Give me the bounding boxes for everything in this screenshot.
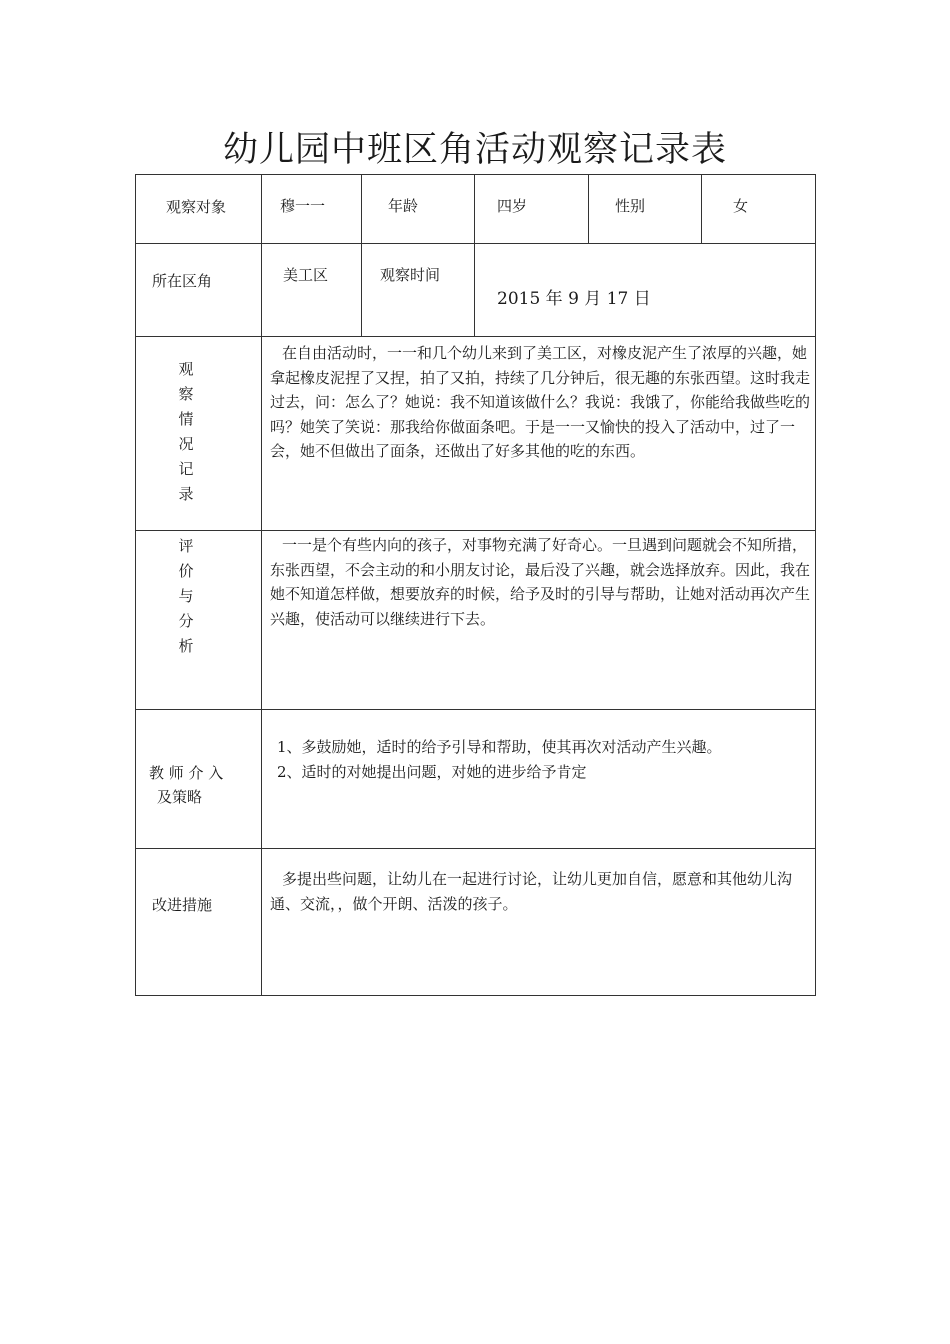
evaluation-label-char: 评 [178, 537, 194, 555]
observation-label-char: 察 [178, 385, 194, 403]
age-label: 年龄 [388, 197, 419, 215]
evaluation-text: 一一是个有些内向的孩子，对事物充满了好奇心。一旦遇到问题就会不知所措，东张西望，不会主动的和小朋友讨论，最后没了兴趣，就会选择放弃。因此，我在她不知道怎样做，想要放弃的时候，给予及时的引导与帮助，让她对活动再次产生兴趣，使活动可以继续进行下去。 [270, 536, 811, 628]
table-border-top [135, 174, 816, 175]
table-col-divider [701, 174, 702, 244]
subject-value: 穆一一 [280, 197, 326, 215]
intervention-item: 1、多鼓励她，适时的给予引导和帮助，使其再次对活动产生兴趣。 [277, 738, 722, 756]
area-label: 所在区角 [152, 272, 213, 290]
intervention-label-line: 及策略 [157, 788, 203, 806]
table-row-divider [135, 336, 816, 337]
evaluation-label-char: 与 [178, 587, 194, 605]
evaluation-label [176, 534, 196, 659]
evaluation-label-char: 析 [178, 637, 194, 655]
table-row-divider [135, 530, 816, 531]
table-col-divider [261, 174, 262, 996]
table-col-divider [588, 174, 589, 244]
table-border-right [815, 174, 816, 996]
table-row-divider [135, 243, 816, 244]
table-border-bottom [135, 995, 816, 996]
intervention-list [277, 735, 807, 784]
improvement-text: 多提出些问题，让幼儿在一起进行讨论，让幼儿更加自信，愿意和其他幼儿沟通、交流，，做个开朗、活泼的孩子。 [270, 870, 793, 913]
time-value: 2015 年 9 月 17 日 [497, 289, 651, 309]
table-col-divider [361, 174, 362, 337]
observation-label [176, 357, 196, 507]
intervention-item: 2、适时的对她提出问题，对她的进步给予肯定 [277, 762, 587, 781]
observation-label-char: 况 [178, 435, 194, 453]
table-row-divider [135, 709, 816, 710]
table-col-divider [474, 174, 475, 337]
observation-label-char: 记 [178, 460, 194, 478]
gender-label: 性别 [615, 197, 646, 215]
observation-text: 在自由活动时，一一和几个幼儿来到了美工区，对橡皮泥产生了浓厚的兴趣，她拿起橡皮泥捏了又捏，拍了又拍，持续了几分钟后，很无趣的东张西望。这时我走过去，问：怎么了？她说：我不知道该做什么？我说：我饿了，你能给我做些吃的吗？她笑了笑说：那我给你做面条吧。于是一一又愉快的投入了活动中，过了一会，她不但做出了面条，还做出了好多其他的吃的东西。 [270, 344, 811, 460]
area-value: 美工区 [283, 266, 329, 284]
time-label: 观察时间 [380, 266, 441, 284]
observation-label-char: 情 [178, 410, 194, 428]
improvement-label: 改进措施 [152, 896, 213, 914]
subject-label: 观察对象 [166, 198, 227, 216]
evaluation-label-char: 价 [178, 562, 194, 580]
observation-label-char: 观 [178, 360, 194, 378]
observation-label-char: 录 [178, 485, 194, 503]
table-row-divider [135, 848, 816, 849]
intervention-label-line: 教 师 介 入 [149, 764, 224, 782]
intervention-label [149, 761, 223, 809]
age-value: 四岁 [497, 197, 528, 215]
evaluation-label-char: 分 [178, 612, 194, 630]
table-border-left [135, 174, 136, 996]
page-title: 幼儿园中班区角活动观察记录表 [222, 130, 727, 170]
gender-value: 女 [733, 197, 749, 215]
